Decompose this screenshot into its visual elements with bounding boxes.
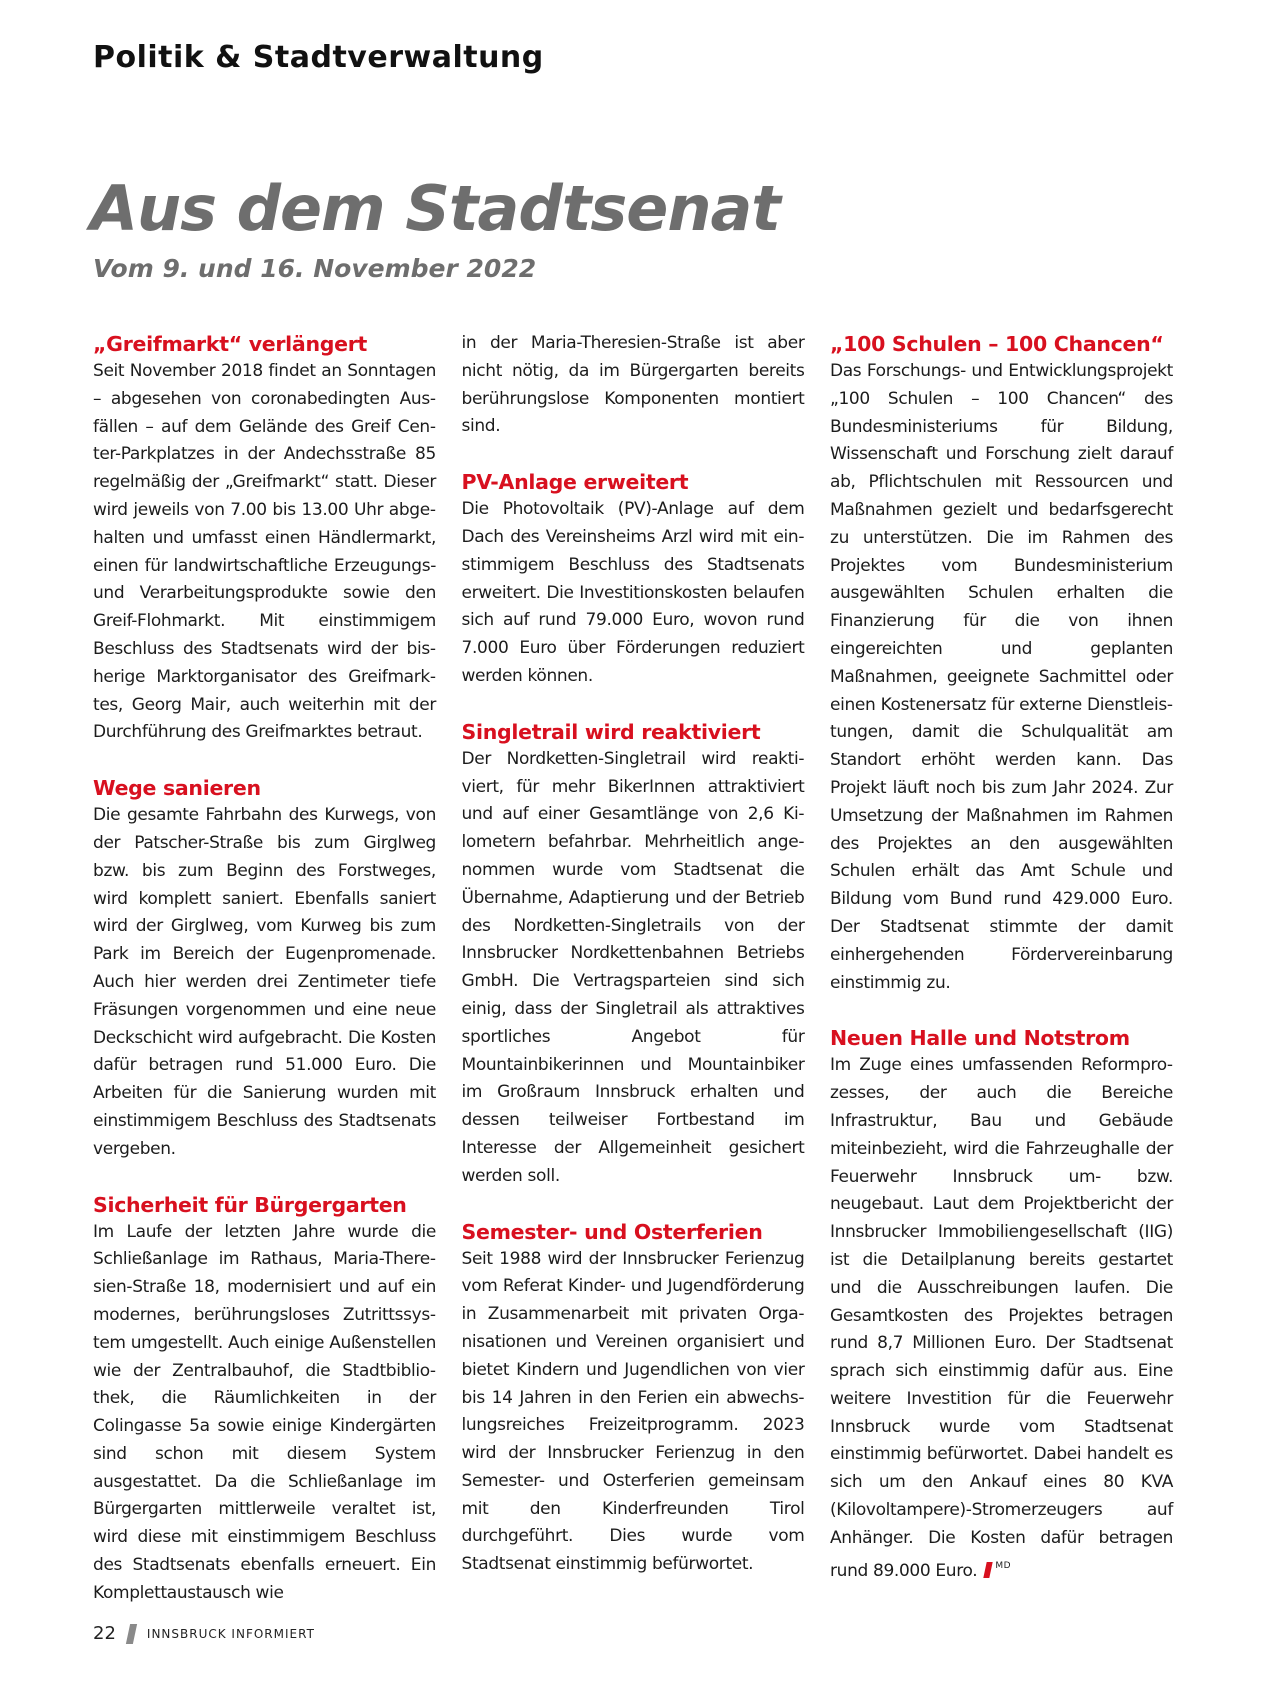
article-halle-notstrom — [830, 1024, 1173, 1585]
article-heading: PV-Anlage erweitert — [461, 470, 689, 495]
article-body: Im Laufe der letzten Jahre wurde die Schließanlage im Rathaus, Maria-Theresien-Straße 18, modernisiert und auf ein modernes, berührungsloses Zutrittssystem umgestellt. Auch einige Außenstellen wie der Zentralbauhof, die Stadtbibliothek, die Räumlichkeiten in der Colingasse 5a sowie einige Kindergärten sind schon mit diesem System ausgestattet. Da die Schließanlage im Bürgergarten mittlerweile veraltet ist, wird diese mit einstimmigem Beschluss des Stadtsenats ebenfalls erneuert. Ein Komplettaustausch wie — [93, 1221, 436, 1603]
column-3 — [830, 330, 1173, 1635]
article-heading: „100 Schulen – 100 Chancen“ — [830, 332, 1164, 356]
page-footer — [93, 1623, 315, 1644]
article-pv-anlage — [462, 468, 805, 691]
slash-divider-icon — [126, 1624, 137, 1644]
article-body: Die gesamte Fahrbahn des Kurwegs, von der Patscher-Straße bis zum Girglweg bzw. bis zum Beginn des Forstweges, wird komplett saniert. Ebenfalls saniert wird der Girglweg, vom Kurweg bis zum Park im Bereich der Eugenpromenade. Auch hier werden drei Zentimeter tiefe Fräsungen vorgenommen und eine neue Deckschicht wird aufgebracht. Die Kosten dafür betragen rund 51.000 Euro. Die Arbeiten für die Sanierung wurden mit einstimmigem Beschluss des Stadtsenats vergeben. — [93, 805, 436, 1159]
column-1 — [93, 330, 436, 1635]
article-body: Im Zuge eines umfassenden Reformprozesses, der auch die Bereiche Infrastruktur, Bau und Gebäude miteinbezieht, wird die Fahrzeughalle der Feuerwehr Innsbruck um- bzw. neugebaut. Laut dem Projektbericht der Innsbrucker Immobiliengesellschaft (IIG) ist die Detailplanung bereits gestartet und die Ausschreibungen laufen. Die Gesamtkosten des Projektes betragen rund 8,7 Millionen Euro. Der Stadtsenat sprach sich einstimmig dafür aus. Eine weitere Investition für die Feuerwehr Innsbruck wurde vom Stadtsenat einstimmig befürwortet. Dabei handelt es sich um den Ankauf eines 80 KVA (Kilovoltampere)-Stromerzeugers auf Anhänger. Die Kosten dafür betragen rund 89.000 Euro. — [830, 1055, 1173, 1581]
article-semesterferien — [462, 1218, 805, 1580]
publication-name: INNSBRUCK INFORMIERT — [146, 1626, 315, 1641]
article-sicherheit-buergergarten — [93, 1191, 436, 1608]
article-100-schulen — [830, 330, 1173, 997]
article-body: in der Maria-Theresien-Straße ist aber nicht nötig, da im Bürgergarten bereits berührungslose Komponenten montiert sind. — [461, 333, 805, 437]
article-body: Der Nordketten-Singletrail wird reaktiviert, für mehr BikerInnen attraktiviert und auf einer Gesamtlänge von 2,6 Kilometern befahrbar. Mehrheitlich angenommen wurde vom Stadtsenat die Übernahme, Adaptierung und der Betrieb des Nordketten-Singletrails von der Innsbrucker Nordkettenbahnen Betriebs GmbH. Die Vertragsparteien sind sich einig, dass der Singletrail als attraktives sportliches Angebot für Mountainbikerinnen und Mountainbiker im Großraum Innsbruck erhalten und dessen teilweiser Fortbestand im Interesse der Allgemeinheit gesichert werden soll. — [461, 748, 805, 1186]
article-body: Das Forschungs- und Entwicklungsprojekt „100 Schulen – 100 Chancen“ des Bundesministeriums für Bildung, Wissenschaft und Forschung zielt darauf ab, Pflichtschulen mit Ressourcen und Maßnahmen gezielt und bedarfsgerecht zu unterstützen. Die im Rahmen des Projektes vom Bundesministerium ausgewählten Schulen erhalten die Finanzierung für die von ihnen eingereichten und geplanten Maßnahmen, geeignete Sachmittel oder einen Kostenersatz für externe Dienstleistungen, damit die Schulqualität am Standort erhöht werden kann. Das Projekt läuft noch bis zum Jahr 2024. Zur Umsetzung der Maßnahmen im Rahmen des Projektes an den ausgewählten Schulen erhält das Amt Schule und Bildung vom Bund rund 429.000 Euro. Der Stadtsenat stimmte der damit einhergehenden Fördervereinbarung einstimmig zu. — [830, 361, 1173, 993]
article-wege-sanieren — [93, 774, 436, 1163]
article-greifmarkt — [93, 330, 436, 747]
page-number: 22 — [93, 1623, 116, 1644]
article-singletrail — [462, 718, 805, 1191]
article-heading: „Greifmarkt“ verlängert — [93, 332, 368, 356]
article-body: Seit November 2018 findet an Sonntagen – abgesehen von coronabedingten Ausfällen – auf dem Gelände des Greif Center-Parkplatzes in der Andechsstraße 85 regelmäßig der „Greifmarkt“ statt. Dieser wird jeweils von 7.00 bis 13.00 Uhr abgehalten und umfasst einen Händlermarkt, einen für landwirtschaftliche Erzeugungs- und Verarbeitungsprodukte sowie den Greif-Flohmarkt. Mit einstimmigem Beschluss des Stadtsenats wird der bisherige Marktorganisator des Greifmarktes, Georg Mair, auch weiterhin mit der Durchführung des Greifmarktes betraut. — [93, 361, 436, 743]
author-initials: MD — [995, 1560, 1012, 1571]
end-mark-icon — [984, 1562, 993, 1578]
article-columns — [93, 330, 1173, 1635]
page-title: Aus dem Stadtsenat — [90, 172, 780, 245]
article-body: Seit 1988 wird der Innsbrucker Ferienzug vom Referat Kinder- und Jugendförderung in Zusammenarbeit mit privaten Organisationen und Vereinen organisiert und bietet Kindern und Jugendlichen von vier bis 14 Jahren in den Ferien ein abwechslungsreiches Freizeitprogramm. 2023 wird der Innsbrucker Ferienzug in den Semester- und Osterferien gemeinsam mit den Kinderfreunden Tirol durchgeführt. Dies wurde vom Stadtsenat einstimmig befürwortet. — [461, 1248, 805, 1575]
article-heading: Sicherheit für Bürgergarten — [93, 1192, 407, 1217]
article-heading: Neuen Halle und Notstrom — [830, 1026, 1130, 1051]
article-heading: Semester- und Osterferien — [461, 1219, 763, 1244]
section-label: Politik & Stadtverwaltung — [93, 40, 544, 75]
article-sicherheit-continued — [462, 330, 805, 441]
article-heading: Singletrail wird reaktiviert — [461, 719, 761, 744]
article-body: Die Photovoltaik (PV)-Anlage auf dem Dach des Vereinsheims Arzl wird mit einstimmigem Beschluss des Stadtsenats erweitert. Die Investitionskosten belaufen sich auf rund 79.000 Euro, wovon rund 7.000 Euro über Förderungen reduziert werden können. — [461, 499, 805, 686]
column-2 — [462, 330, 805, 1635]
article-heading: Wege sanieren — [93, 776, 261, 801]
article-body-wrapper — [830, 1052, 1173, 1585]
page-subtitle: Vom 9. und 16. November 2022 — [93, 254, 537, 283]
